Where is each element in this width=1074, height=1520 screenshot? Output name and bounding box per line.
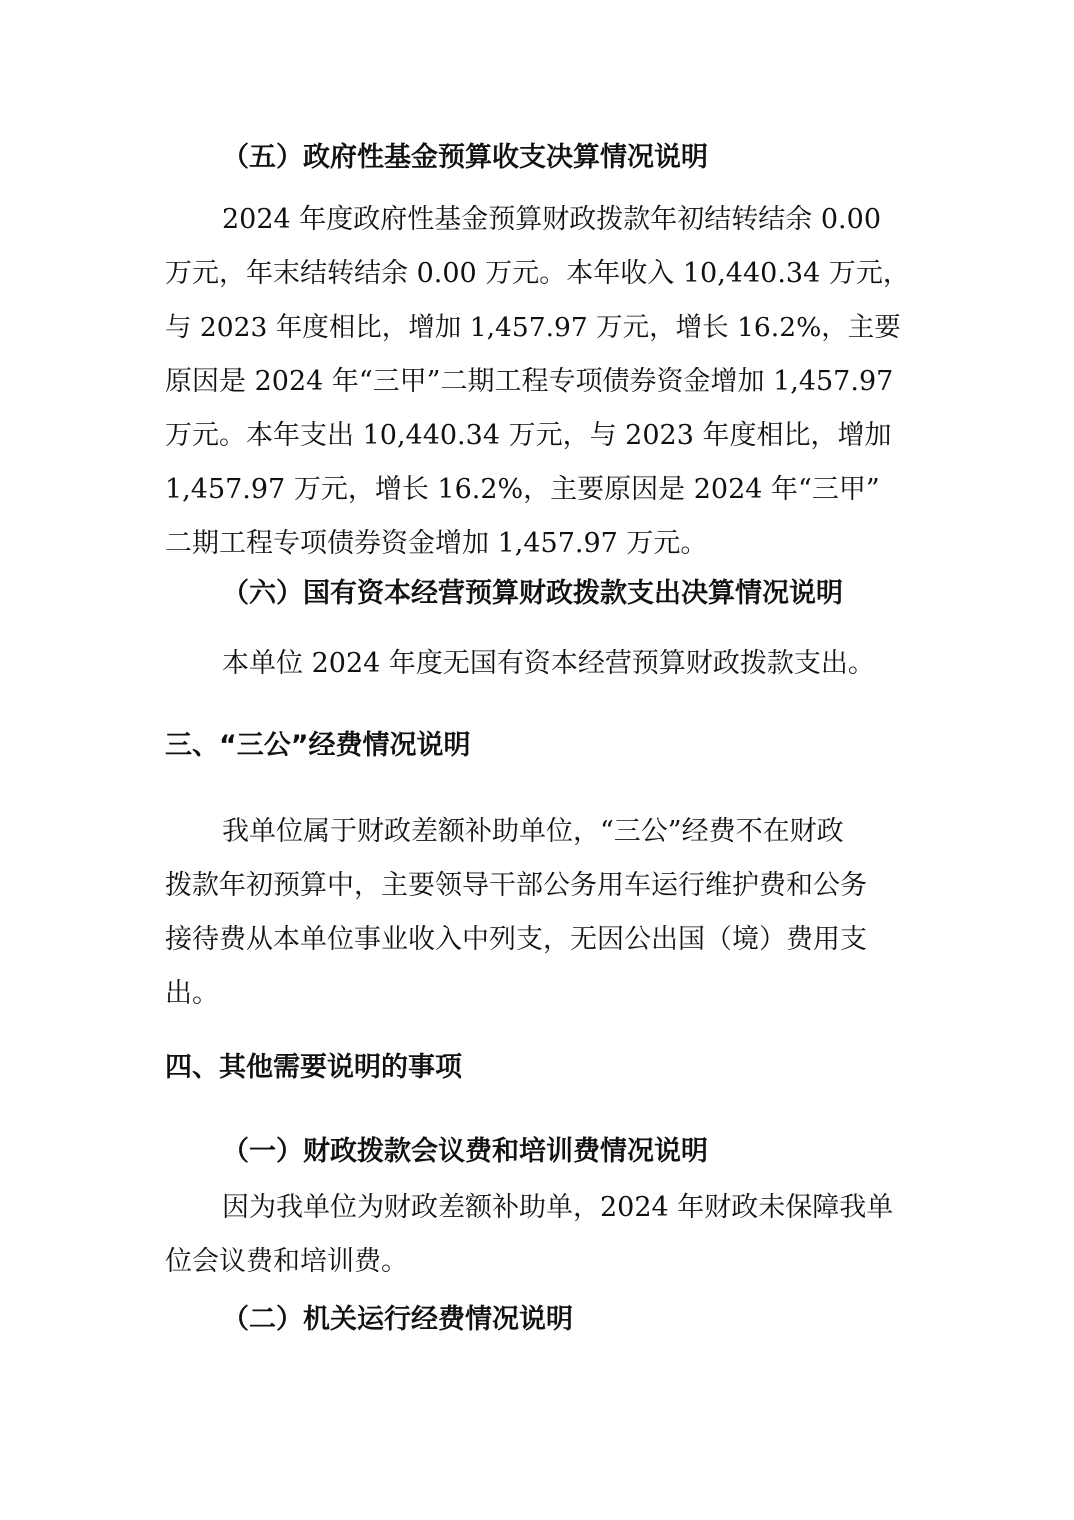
section5-line-1: 2024 年度政府性基金预算财政拨款年初结转结余 0.00 (222, 204, 881, 235)
section5-line-4: 原因是 2024 年“三甲”二期工程专项债券资金增加 1,457.97 (165, 366, 894, 397)
section5-heading: （五）政府性基金预算收支决算情况说明 (222, 142, 708, 173)
section5-line-2: 万元，年末结转结余 0.00 万元。本年收入 10,440.34 万元， (165, 258, 910, 289)
part3-line-1: 我单位属于财政差额补助单位，“三公”经费不在财政 (222, 816, 844, 847)
section5-line-3: 与 2023 年度相比，增加 1,457.97 万元，增长 16.2%，主要 (165, 312, 901, 343)
section5-line-5: 万元。本年支出 10,440.34 万元，与 2023 年度相比，增加 (165, 420, 892, 451)
section6-line-1: 本单位 2024 年度无国有资本经营预算财政拨款支出。 (222, 648, 875, 679)
section5-line-7: 二期工程专项债券资金增加 1,457.97 万元。 (165, 528, 708, 559)
section6-heading: （六）国有资本经营预算财政拨款支出决算情况说明 (222, 578, 843, 609)
part4-sub1-heading: （一）财政拨款会议费和培训费情况说明 (222, 1136, 708, 1167)
part4-sub2-heading: （二）机关运行经费情况说明 (222, 1304, 573, 1335)
part3-heading: 三、“三公”经费情况说明 (165, 730, 471, 761)
part3-line-3: 接待费从本单位事业收入中列支，无因公出国（境）费用支 (165, 924, 867, 955)
part4-sub1-line-1: 因为我单位为财政差额补助单，2024 年财政未保障我单 (222, 1192, 894, 1223)
section5-line-6: 1,457.97 万元，增长 16.2%，主要原因是 2024 年“三甲” (165, 474, 880, 505)
part4-heading: 四、其他需要说明的事项 (165, 1052, 462, 1083)
part3-line-4: 出。 (165, 978, 219, 1009)
part4-sub1-line-2: 位会议费和培训费。 (165, 1246, 408, 1277)
part3-line-2: 拨款年初预算中，主要领导干部公务用车运行维护费和公务 (165, 870, 867, 901)
